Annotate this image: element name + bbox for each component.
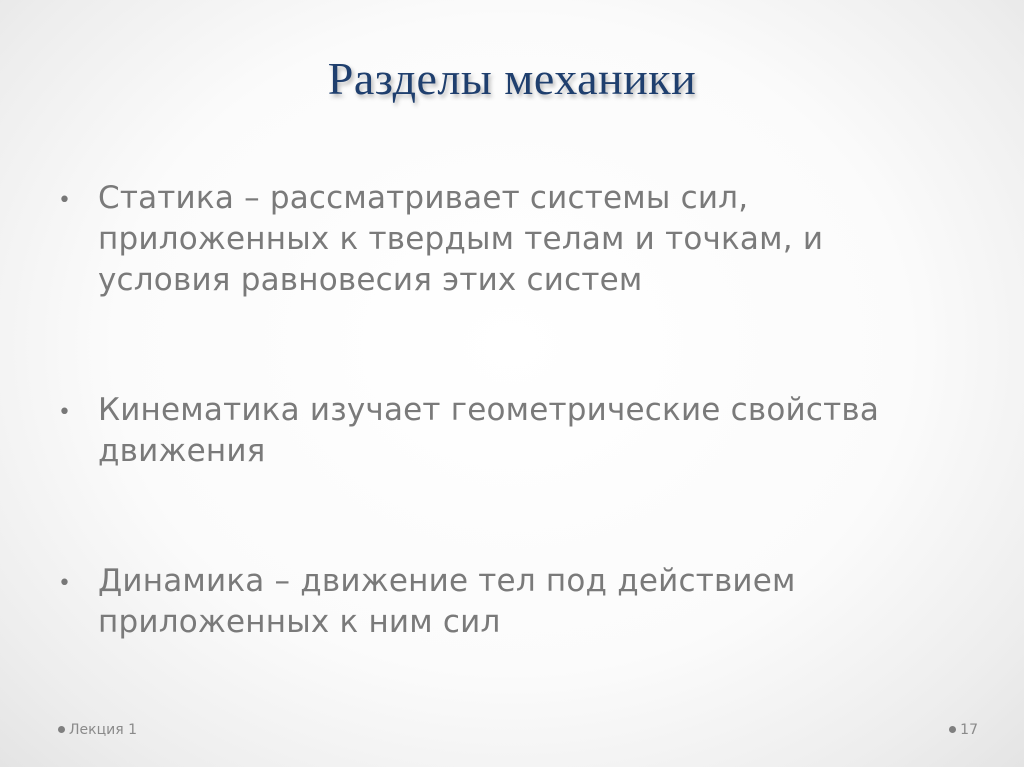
page-number-text: 17 — [960, 722, 978, 738]
slide-title: Разделы механики — [327, 53, 697, 104]
bullet-text — [98, 178, 938, 301]
footer-lecture-label — [58, 722, 137, 738]
footer-page-number — [949, 722, 978, 738]
bullet-line: условия равновесия этих систем — [98, 262, 643, 298]
footer-dot-icon — [949, 726, 956, 733]
bullet-line: приложенных к твердым телам и точкам, и — [98, 221, 824, 257]
bullet-icon: • — [58, 400, 71, 425]
bullet-icon: • — [58, 188, 71, 213]
bullet-line: приложенных к ним сил — [98, 604, 501, 640]
bullet-text — [98, 561, 938, 643]
bullet-icon: • — [58, 571, 71, 596]
bullet-line: Кинематика изучает геометрические свойства — [98, 392, 880, 428]
bullet-line: Динамика – движение тел под действием — [98, 563, 796, 599]
footer-dot-icon — [58, 726, 65, 733]
bullet-line: движения — [98, 433, 266, 469]
footer-left-text: Лекция 1 — [69, 722, 138, 738]
bullet-line: Статика – рассматривает системы сил, — [98, 180, 749, 216]
bullet-text — [98, 390, 938, 472]
